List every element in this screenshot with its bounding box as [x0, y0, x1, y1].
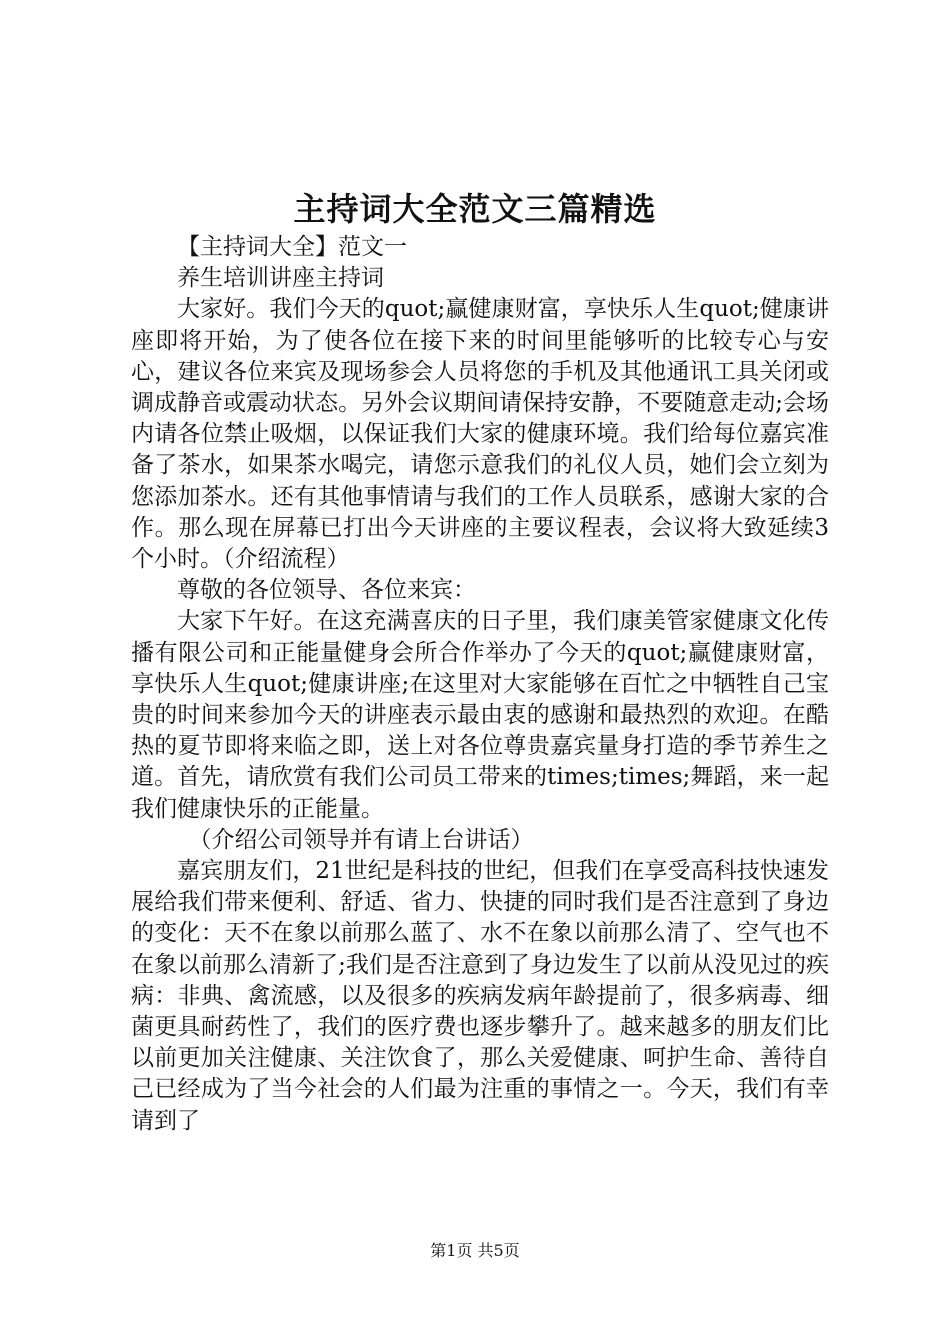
subsection-heading: 养生培训讲座主持词	[177, 265, 384, 292]
document-title: 主持词大全范文三篇精选	[293, 190, 657, 228]
salutation: 尊敬的各位领导、各位来宾：	[177, 577, 476, 604]
document-body	[131, 232, 829, 1137]
paragraph: 嘉宾朋友们，21世纪是科技的世纪，但我们在享受高科技快速发展给我们带来便利、舒适、省力、快捷的同时我们是否注意到了身边的变化：天不在象以前那么蓝了、水不在象以前那么清了、空气也不在象以前那么清新了;我们是否注意到了身边发生了以前从没见过的疾病：非典、禽流感，以及很多的疾病发病年龄提前了，很多病毒、细菌更具耐药性了，我们的医疗费也逐步攀升了。越来越多的朋友们比以前更加关注健康、关注饮食了，那么关爱健康、呵护生命、善待自己已经成为了当今社会的人们最为注重的事情之一。今天，我们有幸请到了	[131, 858, 829, 1134]
page-footer: 第1页 共5页	[430, 1241, 520, 1260]
section-heading: 【主持词大全】范文一	[177, 234, 407, 260]
paragraph: 大家下午好。在这充满喜庆的日子里，我们康美管家健康文化传播有限公司和正能量健身会所合作举办了今天的quot;赢健康财富，享快乐人生quot;健康讲座;在这里对大家能够在百忙之中牺牲自己宝贵的时间来参加今天的讲座表示最由衷的感谢和最热烈的欢迎。在酷热的夏节即将来临之即，送上对各位尊贵嘉宾量身打造的季节养生之道。首先，请欣赏有我们公司员工带来的times;times;舞蹈，来一起我们健康快乐的正能量。	[131, 608, 829, 822]
stage-note: （介绍公司领导并有请上台讲话）	[188, 826, 534, 853]
paragraph: 大家好。我们今天的quot;赢健康财富，享快乐人生quot;健康讲座即将开始，为了使各位在接下来的时间里能够听的比较专心与安心，建议各位来宾及现场参会人员将您的手机及其他通讯工具关闭或调成静音或震动状态。另外会议期间请保持安静，不要随意走动;会场内请各位禁止吸烟，以保证我们大家的健康环境。我们给每位嘉宾准备了茶水，如果茶水喝完，请您示意我们的礼仪人员，她们会立刻为您添加茶水。还有其他事情请与我们的工作人员联系，感谢大家的合作。那么现在屏幕已打出今天讲座的主要议程表，会议将大致延续3个小时。（介绍流程）	[131, 296, 829, 573]
